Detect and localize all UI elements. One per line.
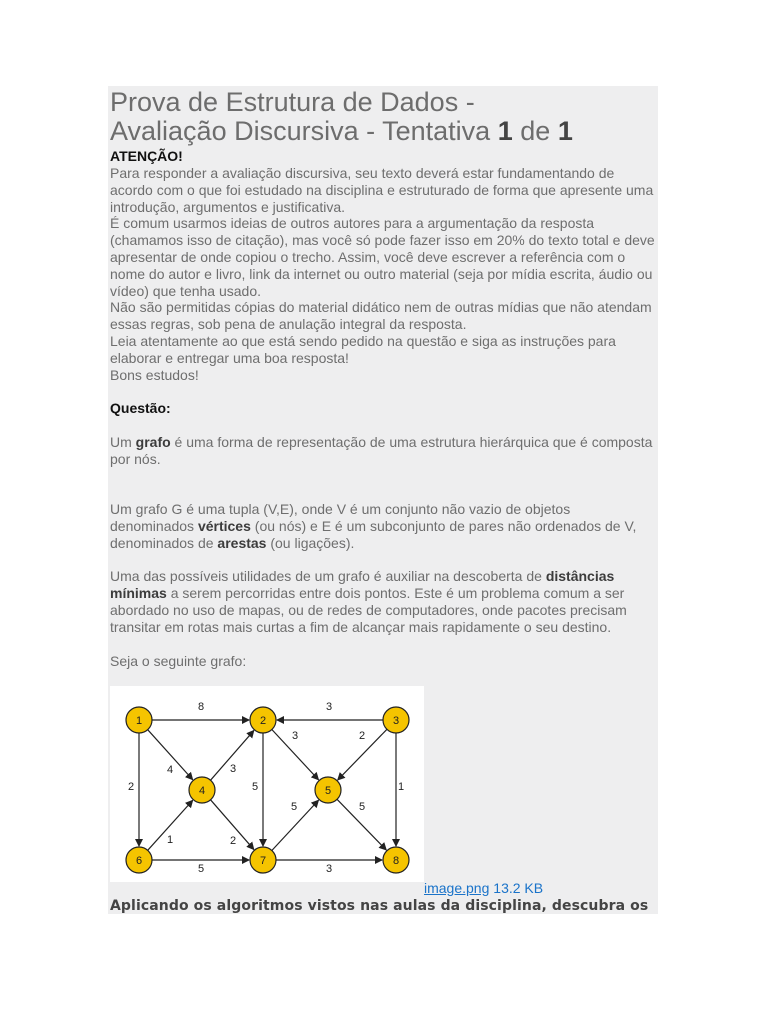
edge-weight-2-5: 3 [291,730,299,742]
edge-weight-3-2: 3 [325,701,333,713]
document-body [110,88,658,669]
edge-weight-7-5: 5 [290,801,298,813]
edge-weight-2-7: 5 [251,781,259,793]
question-label: Questão: [110,400,171,417]
edge-weight-3-8: 1 [397,781,405,793]
page-title [110,88,658,146]
edge-weight-1-6: 2 [127,781,135,793]
edge-weight-6-7: 5 [197,863,205,875]
edge-weight-7-8: 3 [325,863,333,875]
instruction-paragraph: É comum usarmos ideias de outros autores para a argumentação da resposta (chamamos isso de citação), mas você só pode fazer isso em 20% do texto total e deve apresentar de onde copiou o trecho. Assim, você deve escrever a referência com o nome do autor e livro, link da internet ou outro material (seja por mídia escrita, áudio ou vídeo) que tenha usado. [110,215,655,299]
edge-weight-4-2: 3 [229,763,237,775]
graph-node-label-2: 2 [259,715,267,727]
graph-node-label-7: 7 [259,855,267,867]
title-of: de [520,116,551,146]
question-paragraph-1: Um grafo é uma forma de representação de uma estrutura hierárquica que é composta por nós. [110,434,653,468]
question-paragraph-4: Seja o seguinte grafo: [110,652,247,669]
edge-weight-4-7: 2 [229,835,237,847]
attachment-size: 13.2 KB [493,880,544,896]
graph-node-label-1: 1 [135,715,143,727]
attention-heading: ATENÇÃO! [110,148,183,164]
instruction-paragraph: Não são permitidas cópias do material didático nem de outras mídias que não atendam essas regras, sob pena de anulação integral da resposta. [110,299,652,333]
edge-weight-6-4: 1 [166,834,174,846]
graph-node-label-6: 6 [135,855,143,867]
instruction-paragraph: Para responder a avaliação discursiva, seu texto deverá estar fundamentando de acordo com o que foi estudado na disciplina e estruturado de forma que apresente uma introdução, argumentos e justificativa. [110,165,654,215]
edge-weight-3-5: 2 [358,730,366,742]
attempt-number: 1 [497,116,513,146]
question-paragraph-3: Uma das possíveis utilidades de um grafo é auxiliar na descoberta de distâncias mínimas a serem percorridas entre dois pontos. Este é um problema comum a ser abordado no uso de mapas, ou de redes de computadores, onde pacotes precisam transitar em rotas mais curtas a fim de alcançar mais rapidamente o seu destino. [110,568,627,635]
question-paragraph-2: Um grafo G é uma tupla (V,E), onde V é um conjunto não vazio de objetos denominados vértices (ou nós) e E é um subconjunto de pares não ordenados de V, denominados de arestas (ou ligações). [110,500,637,551]
graph-node-label-4: 4 [198,785,206,797]
final-instruction: Aplicando os algoritmos vistos nas aulas da disciplina, descubra os [110,898,649,914]
graph-node-label-3: 3 [392,715,400,727]
attachment [424,880,543,896]
instruction-paragraph: Bons estudos! [110,366,199,383]
graph-diagram [110,686,424,882]
edge-weight-1-4: 4 [166,764,174,776]
attachment-link[interactable]: image.png [424,880,490,896]
edge-weight-1-2: 8 [197,701,205,713]
graph-node-label-5: 5 [324,785,332,797]
title-line-1: Prova de Estrutura de Dados - [110,87,475,117]
edge-weight-5-8: 5 [358,801,366,813]
attempt-total: 1 [557,116,573,146]
title-line-2: Avaliação Discursiva - Tentativa [110,116,491,146]
graph-node-label-8: 8 [392,855,400,867]
graph-image [110,686,424,882]
instruction-paragraph: Leia atentamente ao que está sendo pedido na questão e siga as instruções para elaborar e entregar uma boa resposta! [110,332,616,366]
